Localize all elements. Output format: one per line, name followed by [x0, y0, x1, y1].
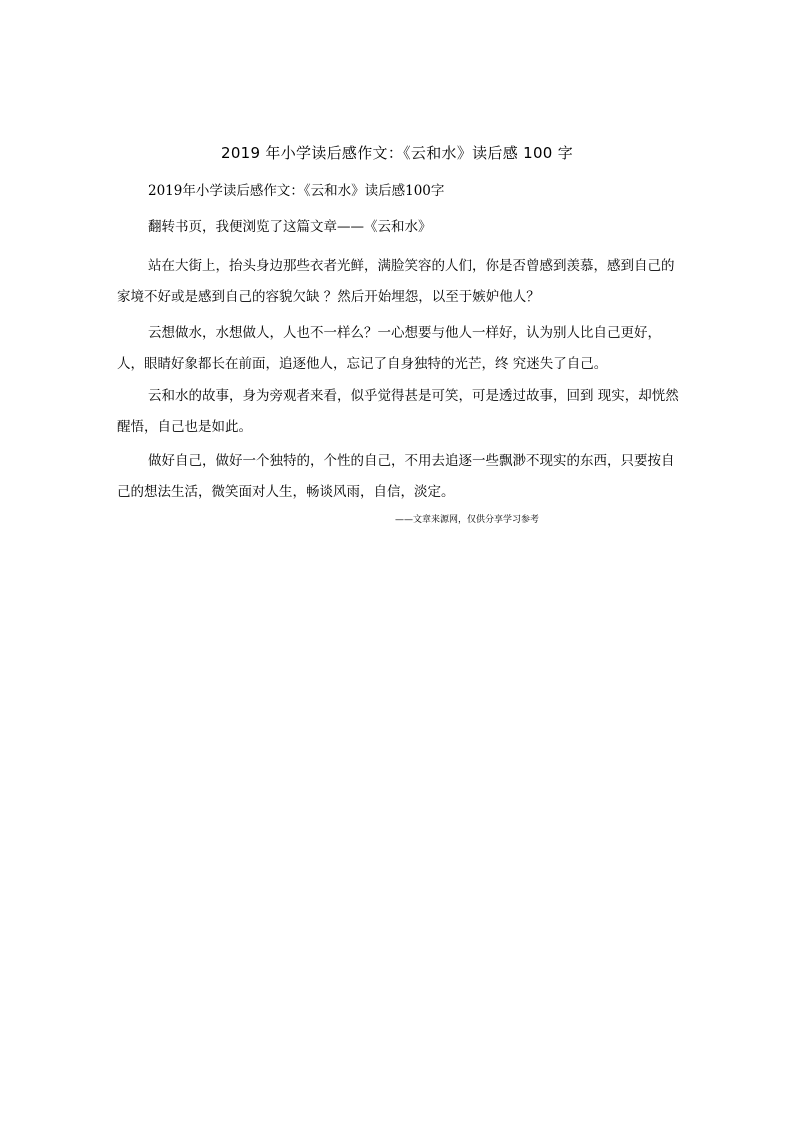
document-subtitle: 2019年小学读后感作文：《云和水》读后感100字: [148, 183, 445, 199]
paragraph-cloud-water: 云想做水，水想做人，人也不一样么？一心想要与他人一样好，认为别人比自己更好，人，眼睛好象都长在前面，追逐他人，忘记了自身独特的光芒，终 究迷失了自己。: [117, 325, 661, 372]
paragraph-conclusion: 做好自己，做好一个独特的，个性的自己，不用去追逐一些飘渺不现实的东西，只要按自己的想法生活，微笑面对人生，畅谈风雨，自信，淡定。: [117, 453, 675, 500]
source-note: ——文章来源网，仅供分享学习参考: [395, 515, 540, 525]
paragraph-story: 云和水的故事，身为旁观者来看，似乎觉得甚是可笑，可是透过故事，回到 现实，却恍然醒悟，自己也是如此。: [117, 388, 679, 435]
document-title: 2019 年小学读后感作文：《云和水》读后感 100 字: [220, 144, 573, 162]
paragraph-intro: 翻转书页，我便浏览了这篇文章——《云和水》: [148, 219, 432, 235]
paragraph-street: 站在大街上，抬头身边那些衣者光鲜，满脸笑容的人们，你是否曾感到羡慕，感到自己的家境不好或是感到自己的容貌欠缺 ？然后开始埋怨，以至于嫉妒他人？: [117, 258, 675, 305]
